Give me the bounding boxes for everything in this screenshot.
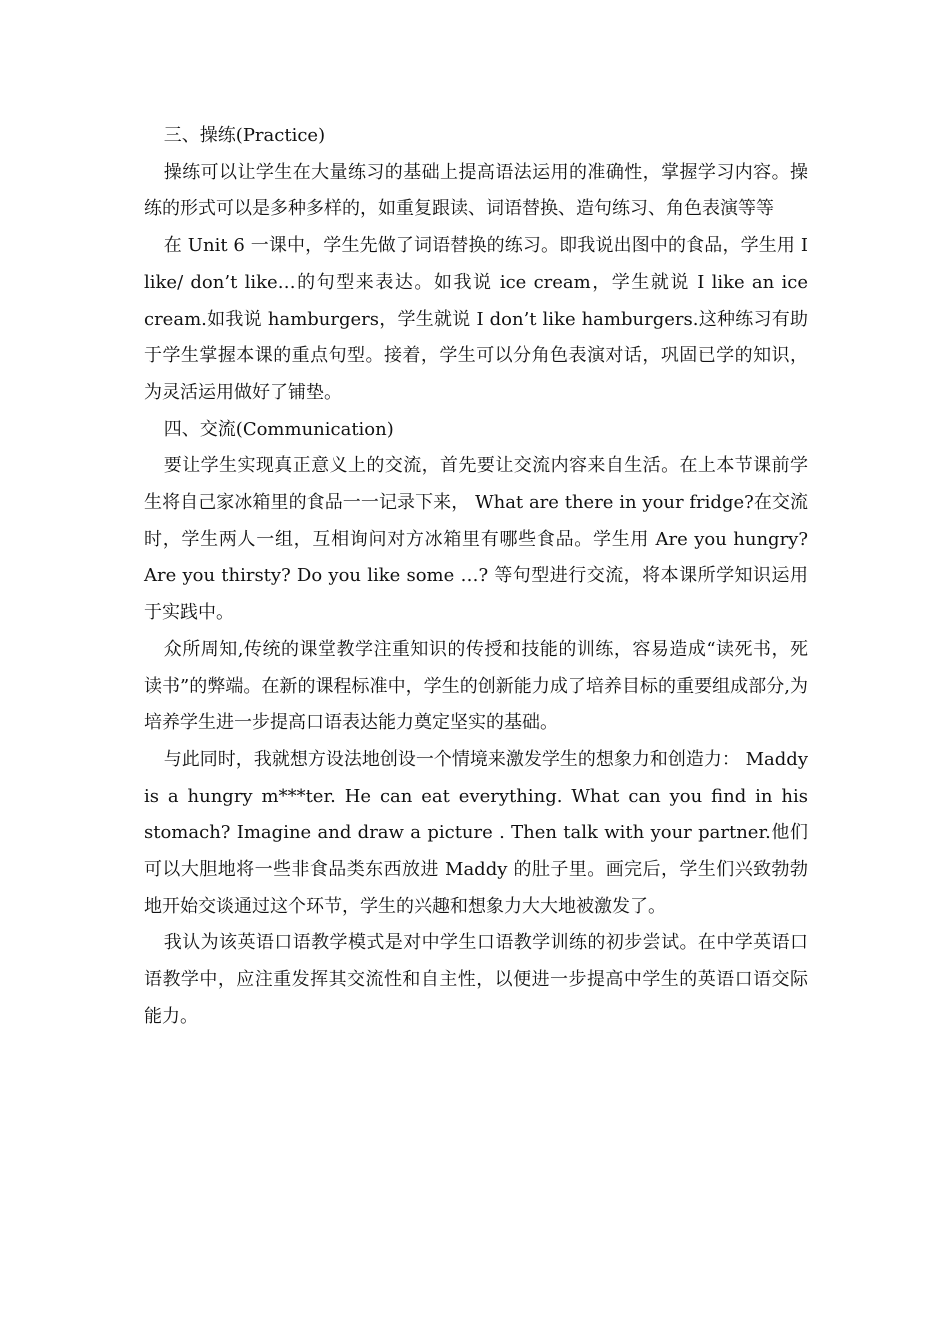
paragraph-unit6-example: 在 Unit 6 一课中，学生先做了词语替换的练习。即我说出图中的食品，学生用 I like/ don’t like…的句型来表达。如我说 ice cream，学生就说 I like an ice cream.如我说 hamburgers，学生就说 I don’t like hamburgers.这种练习有助于学生掌握本课的重点句型。接着，学生可以分角色表演对话，巩固已学的知识，为灵活运用做好了铺垫。 — [144, 235, 808, 403]
heading-practice: 三、操练(Practice) — [163, 125, 326, 146]
heading-communication: 四、交流(Communication) — [163, 418, 394, 440]
paragraph-practice-intro: 操练可以让学生在大量练习的基础上提高语法运用的准确性，掌握学习内容。操练的形式可以是多种多样的，如重复跟读、词语替换、造句练习、角色表演等等 — [144, 161, 808, 220]
paragraph-communication-intro: 要让学生实现真正意义上的交流，首先要让交流内容来自生活。在上本节课前学生将自己家冰箱里的食品一一记录下来， What are there in your fridge?在交流时，学生两人一组，互相询问对方冰箱里有哪些食品。学生用 Are you hungry? Are you thirsty? Do you like some …? 等句型进行交流，将本课所学知识运用于实践中。 — [144, 455, 808, 624]
paragraph-innovation: 众所周知,传统的课堂教学注重知识的传授和技能的训练，容易造成“读死书，死读书”的弊端。在新的课程标准中，学生的创新能力成了培养目标的重要组成部分,为培养学生进一步提高口语表达能力奠定坚实的基础。 — [144, 638, 808, 734]
paragraph-maddy-activity: 与此同时，我就想方设法地创设一个情境来激发学生的想象力和创造力： Maddy is a hungry m***ter. He can eat everything. What can you find in his stomach? Imagine and draw a picture . Then talk with your partner.他们可以大胆地将一些非食品类东西放进 Maddy 的肚子里。画完后，学生们兴致勃勃地开始交谈通过这个环节，学生的兴趣和想象力大大地被激发了。 — [144, 748, 808, 917]
paragraph-conclusion: 我认为该英语口语教学模式是对中学生口语教学训练的初步尝试。在中学英语口语教学中，应注重发挥其交流性和自主性，以便进一步提高中学生的英语口语交际能力。 — [144, 932, 808, 1027]
document-body — [144, 118, 808, 1036]
